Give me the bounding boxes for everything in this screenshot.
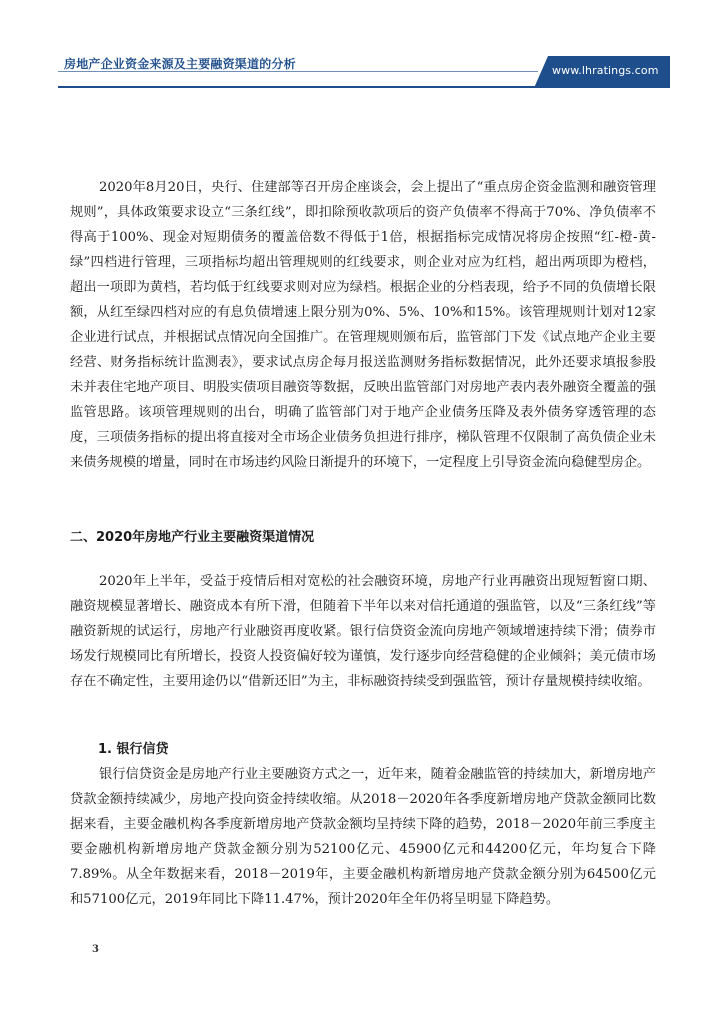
page-header — [0, 0, 724, 92]
header-divider-top — [58, 71, 538, 72]
document-title: 房地产企业资金来源及主要融资渠道的分析 — [64, 57, 296, 71]
subsection-heading: 1. 银行信贷 — [98, 742, 169, 757]
page-number: 3 — [92, 944, 99, 955]
body-paragraph-2: 2020年上半年，受益于疫情后相对宽松的社会融资环境，房地产行业再融资出现短暂窗口期、融资规模显著增长、融资成本有所下滑，但随着下半年以来对信托通道的强监管，以及“三条红线”等融资新规的试运行，房地产行业融资再度收紧。银行信贷资金流向房地产领域增速持续下滑；债券市场发行规模同比有所增长，投资人投资偏好较为谨慎，发行逐步向经营稳健的企业倾斜；美元债市场存在不确定性，主要用途仍以“借新还旧”为主，非标融资持续受到强监管，预计存量规模持续收缩。 — [70, 574, 656, 689]
body-paragraph-1: 2020年8月20日，央行、住建部等召开房企座谈会，会上提出了“重点房企资金监测和融资管理规则”，具体政策要求设立“三条红线”，即扣除预收款项后的资产负债率不得高于70%、净负债率不得高于100%、现金对短期债务的覆盖倍数不得低于1倍，根据指标完成情况将房企按照“红-橙-黄-绿”四档进行管理，三项指标均超出管理规则的红线要求，则企业对应为红档，超出两项即为橙档，超出一项即为黄档，若均低于红线要求则对应为绿档。根据企业的分档表现，给予不同的负债增长限额，从红至绿四档对应的有息负债增速上限分别为0%、5%、10%和15%。该管理规则计划对12家企业进行试点，并根据试点情况向全国推广。在管理规则颁布后，监管部门下发《试点地产企业主要经营、财务指标统计监测表》，要求试点房企每月报送监测财务指标数据情况，此外还要求填报参股未并表住宅地产项目、明股实债项目融资等数据，反映出监管部门对房地产表内表外融资全覆盖的强监管思路。该项管理规则的出台，明确了监管部门对于地产企业债务压降及表外债务穿透管理的态度，三项债务指标的提出将直接对全市场企业债务负担进行排序，梯队管理不仅限制了高负债企业未来债务规模的增量，同时在市场违约风险日渐提升的环境下，一定程度上引导资金流向稳健型房企。 — [70, 180, 656, 470]
website-url: www.lhratings.com — [552, 64, 659, 77]
body-paragraph-3: 银行信贷资金是房地产行业主要融资方式之一，近年来，随着金融监管的持续加大，新增房地产贷款金额持续减少，房地产投向资金持续收缩。从2018－2020年各季度新增房地产贷款金额同比数据来看，主要金融机构各季度新增房地产贷款金额均呈持续下降的趋势，2018－2020年前三季度主要金融机构新增房地产贷款金额分别为52100亿元、45900亿元和44200亿元，年均复合下降7.89%。从全年数据来看，2018－2019年，主要金融机构新增房地产贷款金额分别为64500亿元和57100亿元，2019年同比下降11.47%，预计2020年全年仍将呈明显下降趋势。 — [70, 767, 656, 907]
header-divider-bottom — [58, 86, 538, 88]
section-heading: 二、2020年房地产行业主要融资渠道情况 — [70, 530, 315, 545]
